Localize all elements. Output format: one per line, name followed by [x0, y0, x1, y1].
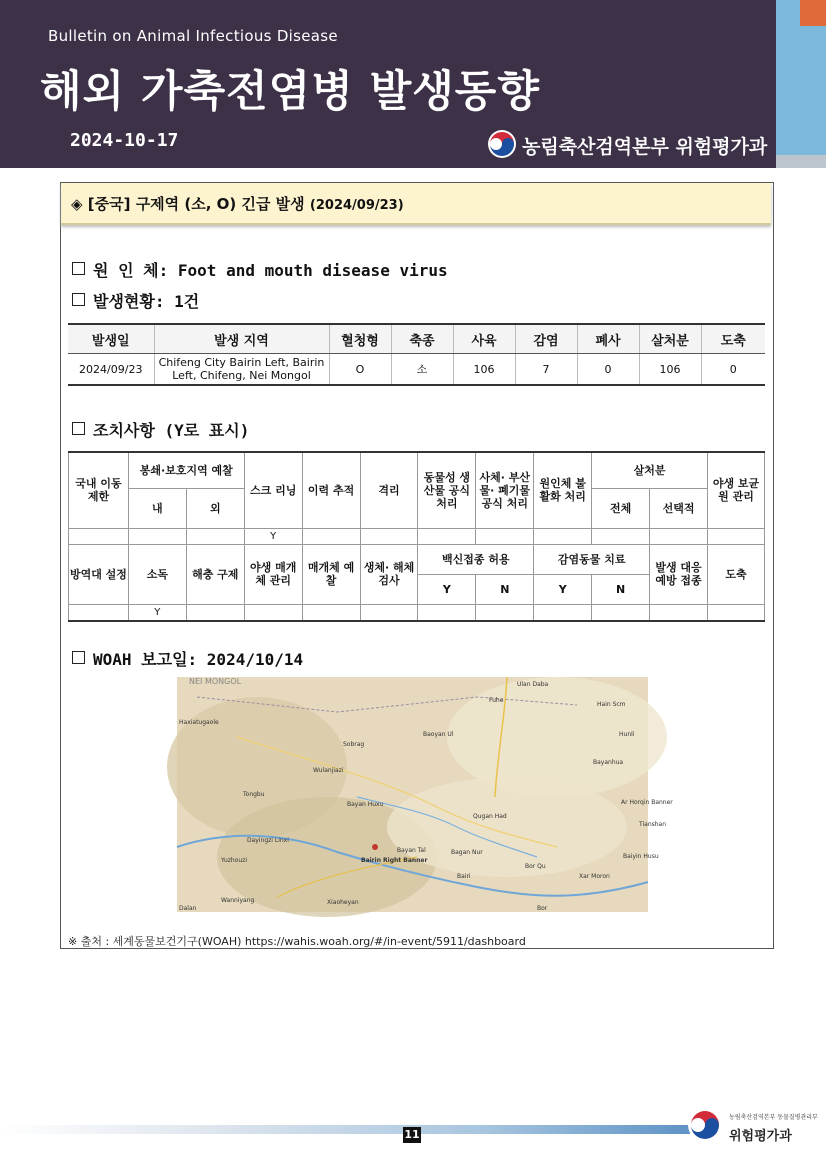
- table-cell: Y: [244, 528, 302, 544]
- map-label: Dalan: [179, 905, 197, 912]
- header-vector-surv: 매개체 예찰: [302, 544, 360, 604]
- header-trace: 이력 추적: [302, 452, 360, 528]
- table-cell: [476, 528, 534, 544]
- status-line: [72, 289, 199, 312]
- table-cell: [128, 528, 186, 544]
- table-cell: [650, 604, 708, 621]
- table-cell: [592, 604, 650, 621]
- map-label: Bayan Huxu: [347, 801, 384, 808]
- table-cell: [186, 528, 244, 544]
- checkbox-icon: [72, 651, 85, 664]
- header-org: 농림축산검역본부 위험평가과: [522, 136, 768, 158]
- header-banner: [0, 0, 776, 168]
- column-header: 사육: [453, 324, 515, 354]
- checkbox-icon: [72, 422, 85, 435]
- measures-line: [72, 418, 249, 441]
- map-label: Bor Qu: [525, 863, 546, 870]
- header-quarantine: 격리: [360, 452, 418, 528]
- table-cell: [360, 528, 418, 544]
- table-row: [69, 604, 765, 621]
- table-cell: 2024/09/23: [79, 362, 143, 376]
- header-culling: 살처분: [592, 452, 708, 488]
- footer-emblem-icon: [688, 1108, 722, 1142]
- table-cell: [186, 604, 244, 621]
- column-header: 도축: [701, 324, 765, 354]
- table-cell: [476, 604, 534, 621]
- map-label: Bagan Nur: [451, 849, 483, 856]
- header-slaughter: 도축: [707, 544, 764, 604]
- header-prevent-vaccine: 발생 대응 예방 접종: [650, 544, 708, 604]
- outbreak-table: [68, 323, 765, 386]
- table-cell: 7: [515, 354, 577, 386]
- map-label: Baoyan Ul: [423, 731, 454, 738]
- map-label: Haxiatugaole: [179, 719, 219, 726]
- column-header: 살처분: [639, 324, 701, 354]
- corner-tab: [800, 0, 826, 26]
- table-cell: [360, 604, 418, 621]
- header-screening: 스크 리닝: [244, 452, 302, 528]
- table-cell: [69, 604, 129, 621]
- table-cell: 106: [639, 354, 701, 386]
- table-cell: [534, 604, 592, 621]
- map-label: Bayanhua: [593, 759, 624, 766]
- table-cell: [707, 528, 764, 544]
- outbreak-map: [177, 677, 673, 912]
- table-cell: 0: [701, 354, 765, 386]
- header-zone-out: 외: [186, 488, 244, 528]
- table-row: [69, 528, 765, 544]
- side-accent-strip-gray: [776, 155, 826, 168]
- header-treat-n: N: [592, 574, 650, 604]
- table-cell: [302, 528, 360, 544]
- section-title-bar: [61, 183, 771, 225]
- header-insect: 해충 구제: [186, 544, 244, 604]
- map-label: Xar Moron: [579, 873, 610, 880]
- footer-org: 위험평가과: [729, 1129, 792, 1144]
- table-cell: 106: [453, 354, 515, 386]
- status-text: 발생현황: 1건: [93, 292, 200, 311]
- map-label: Dayingzi Linxi: [247, 837, 289, 844]
- table-cell: [534, 528, 592, 544]
- map-label: Ulan Daba: [517, 681, 549, 688]
- column-header: 폐사: [577, 324, 639, 354]
- column-header: 축종: [391, 324, 453, 354]
- table-cell: [302, 604, 360, 621]
- footer-gradient-line: [0, 1125, 690, 1134]
- header-culling-all: 전체: [592, 488, 650, 528]
- header-inactivation: 원인체 불활화 처리: [534, 452, 592, 528]
- header-wild-vector: 야생 매개체 관리: [244, 544, 302, 604]
- bulletin-subtitle: Bulletin on Animal Infectious Disease: [48, 27, 338, 45]
- table-cell: 0: [577, 354, 639, 386]
- table-cell: [650, 528, 708, 544]
- table-cell: [418, 528, 476, 544]
- map-label: Sobrag: [343, 741, 365, 748]
- map-label: Hunli: [619, 731, 635, 738]
- header-body-inspection: 생체· 해체 검사: [360, 544, 418, 604]
- section-marker: ◈: [71, 195, 83, 213]
- map-label: Yuzhouzi: [221, 857, 248, 864]
- map-label: Bairin Right Banner: [361, 857, 428, 864]
- section-title: [중국] 구제역 (소, O) 긴급 발생: [87, 195, 305, 213]
- map-label: Bairi: [457, 873, 471, 880]
- column-header: 감염: [515, 324, 577, 354]
- table-cell: [592, 528, 650, 544]
- page-title: 해외 가축전염병 발생동향: [40, 67, 540, 117]
- table-cell: Chifeng City Bairin Left, Bairin Left, Chifeng, Nei Mongol: [154, 354, 329, 386]
- table-header-row: [68, 324, 765, 354]
- table-header-row: [69, 452, 765, 488]
- table-cell: [707, 604, 764, 621]
- header-vaccine-n: N: [476, 574, 534, 604]
- checkbox-icon: [72, 293, 85, 306]
- map-label: Bayan Tal: [397, 847, 426, 854]
- table-cell: [244, 604, 302, 621]
- header-treat-y: Y: [534, 574, 592, 604]
- measures-table: [68, 451, 765, 622]
- header-zoning: 방역대 설정: [69, 544, 129, 604]
- map-label: Tongbu: [243, 791, 265, 798]
- woah-report-date: WOAH 보고일: 2024/10/14: [93, 650, 304, 669]
- map-label: Wanniyang: [221, 897, 255, 904]
- page-number: 11: [404, 1128, 420, 1141]
- header-zone: 봉쇄·보호지역 예찰: [128, 452, 244, 488]
- header-culling-selective: 선택적: [650, 488, 708, 528]
- pathogen-text: 원 인 체: Foot and mouth disease virus: [93, 261, 448, 280]
- table-cell: O: [329, 354, 391, 386]
- header-products: 동물성 생산물 공식 처리: [418, 452, 476, 528]
- column-header: 발생 지역: [154, 324, 329, 354]
- bulletin-date: 2024-10-17: [70, 130, 179, 151]
- pathogen-line: [72, 258, 448, 281]
- government-emblem-icon: [488, 130, 516, 158]
- table-cell: 소: [391, 354, 453, 386]
- header-zone-in: 내: [128, 488, 186, 528]
- source-footnote: ※ 출처 : 세계동물보건기구(WOAH) https://wahis.woah.org/#/in-event/5911/dashboard: [68, 935, 526, 948]
- footer-agency: 농림축산검역본부 동물질병관리부: [729, 1114, 818, 1121]
- header-carcass: 사체· 부산물· 폐기물 공식 처리: [476, 452, 534, 528]
- table-cell: [69, 528, 129, 544]
- map-label: NEI MONGOL: [189, 677, 242, 686]
- section-date: (2024/09/23): [309, 198, 404, 213]
- header-disinfect: 소독: [128, 544, 186, 604]
- table-cell: [418, 604, 476, 621]
- map-label: Tianshan: [639, 821, 667, 828]
- map-label: Hain Scm: [597, 701, 626, 708]
- table-cell: Y: [128, 604, 186, 621]
- checkbox-icon: [72, 262, 85, 275]
- map-label: Ar Horqin Banner: [621, 799, 673, 806]
- map-label: Qugan Had: [473, 813, 507, 820]
- column-header: 혈청형: [329, 324, 391, 354]
- woah-line: [72, 647, 303, 670]
- column-header: 발생일: [68, 324, 154, 354]
- map-label: Xiaoheyan: [327, 899, 359, 906]
- measures-title: 조치사항 (Y로 표시): [93, 421, 250, 440]
- header-wildlife: 야생 보균원 관리: [707, 452, 764, 528]
- header-vaccine: 백신접종 허용: [418, 544, 534, 574]
- map-label: Baiyin Husu: [623, 853, 659, 860]
- map-label: Bor: [537, 905, 548, 912]
- table-row: [68, 354, 765, 386]
- map-label: Fuhe: [489, 697, 504, 704]
- header-vaccine-y: Y: [418, 574, 476, 604]
- header-movement: 국내 이동 제한: [69, 452, 129, 528]
- table-header-row: [69, 544, 765, 574]
- map-label: Wulanjiazi: [313, 767, 344, 774]
- header-treatment: 감염동물 치료: [534, 544, 650, 574]
